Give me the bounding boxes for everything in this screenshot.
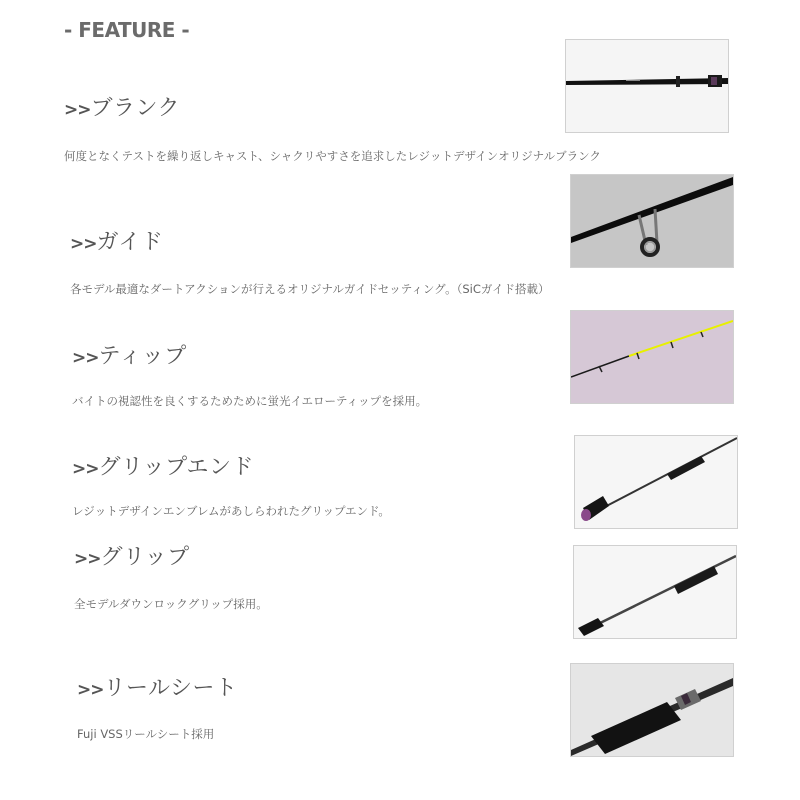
heading-arrow: >> bbox=[74, 549, 101, 569]
heading-text: ブランク bbox=[90, 96, 181, 121]
grip-end-photo bbox=[574, 435, 738, 529]
heading-text: ティップ bbox=[98, 344, 187, 369]
feature-heading-reel-seat bbox=[77, 671, 238, 702]
feature-description-reel-seat: Fuji VSSリールシート採用 bbox=[77, 727, 215, 741]
heading-text: グリップ bbox=[100, 545, 190, 570]
rod-blank-photo bbox=[565, 39, 729, 133]
feature-description-grip: 全モデルダウンロックグリップ採用。 bbox=[74, 597, 268, 611]
feature-heading-tip bbox=[72, 339, 187, 370]
heading-text: ガイド bbox=[96, 230, 164, 255]
feature-heading-blank bbox=[64, 91, 180, 122]
grip-photo bbox=[573, 545, 737, 639]
feature-heading-guide bbox=[70, 225, 163, 256]
heading-arrow: >> bbox=[77, 680, 104, 700]
heading-arrow: >> bbox=[64, 100, 91, 120]
heading-text: グリップエンド bbox=[98, 455, 255, 480]
page-title: - FEATURE - bbox=[64, 18, 190, 42]
feature-heading-grip-end bbox=[72, 450, 254, 481]
feature-description-guide: 各モデル最適なダートアクションが行えるオリジナルガイドセッティング。（SiCガイド搭載） bbox=[70, 282, 550, 296]
rod-guide-photo bbox=[570, 174, 734, 268]
heading-arrow: >> bbox=[72, 348, 99, 368]
feature-description-blank: 何度となくテストを繰り返しキャスト、シャクリやすさを追求したレジットデザインオリジナルブランク bbox=[64, 149, 601, 163]
yellow-tip-photo bbox=[570, 310, 734, 404]
heading-text: リールシート bbox=[103, 676, 238, 701]
feature-description-tip: バイトの視認性を良くするためために蛍光イエローティップを採用。 bbox=[72, 394, 428, 408]
heading-arrow: >> bbox=[72, 459, 99, 479]
reel-seat-photo bbox=[570, 663, 734, 757]
feature-heading-grip bbox=[74, 540, 190, 571]
feature-description-grip-end: レジットデザインエンブレムがあしらわれたグリップエンド。 bbox=[72, 504, 390, 518]
heading-arrow: >> bbox=[70, 234, 97, 254]
